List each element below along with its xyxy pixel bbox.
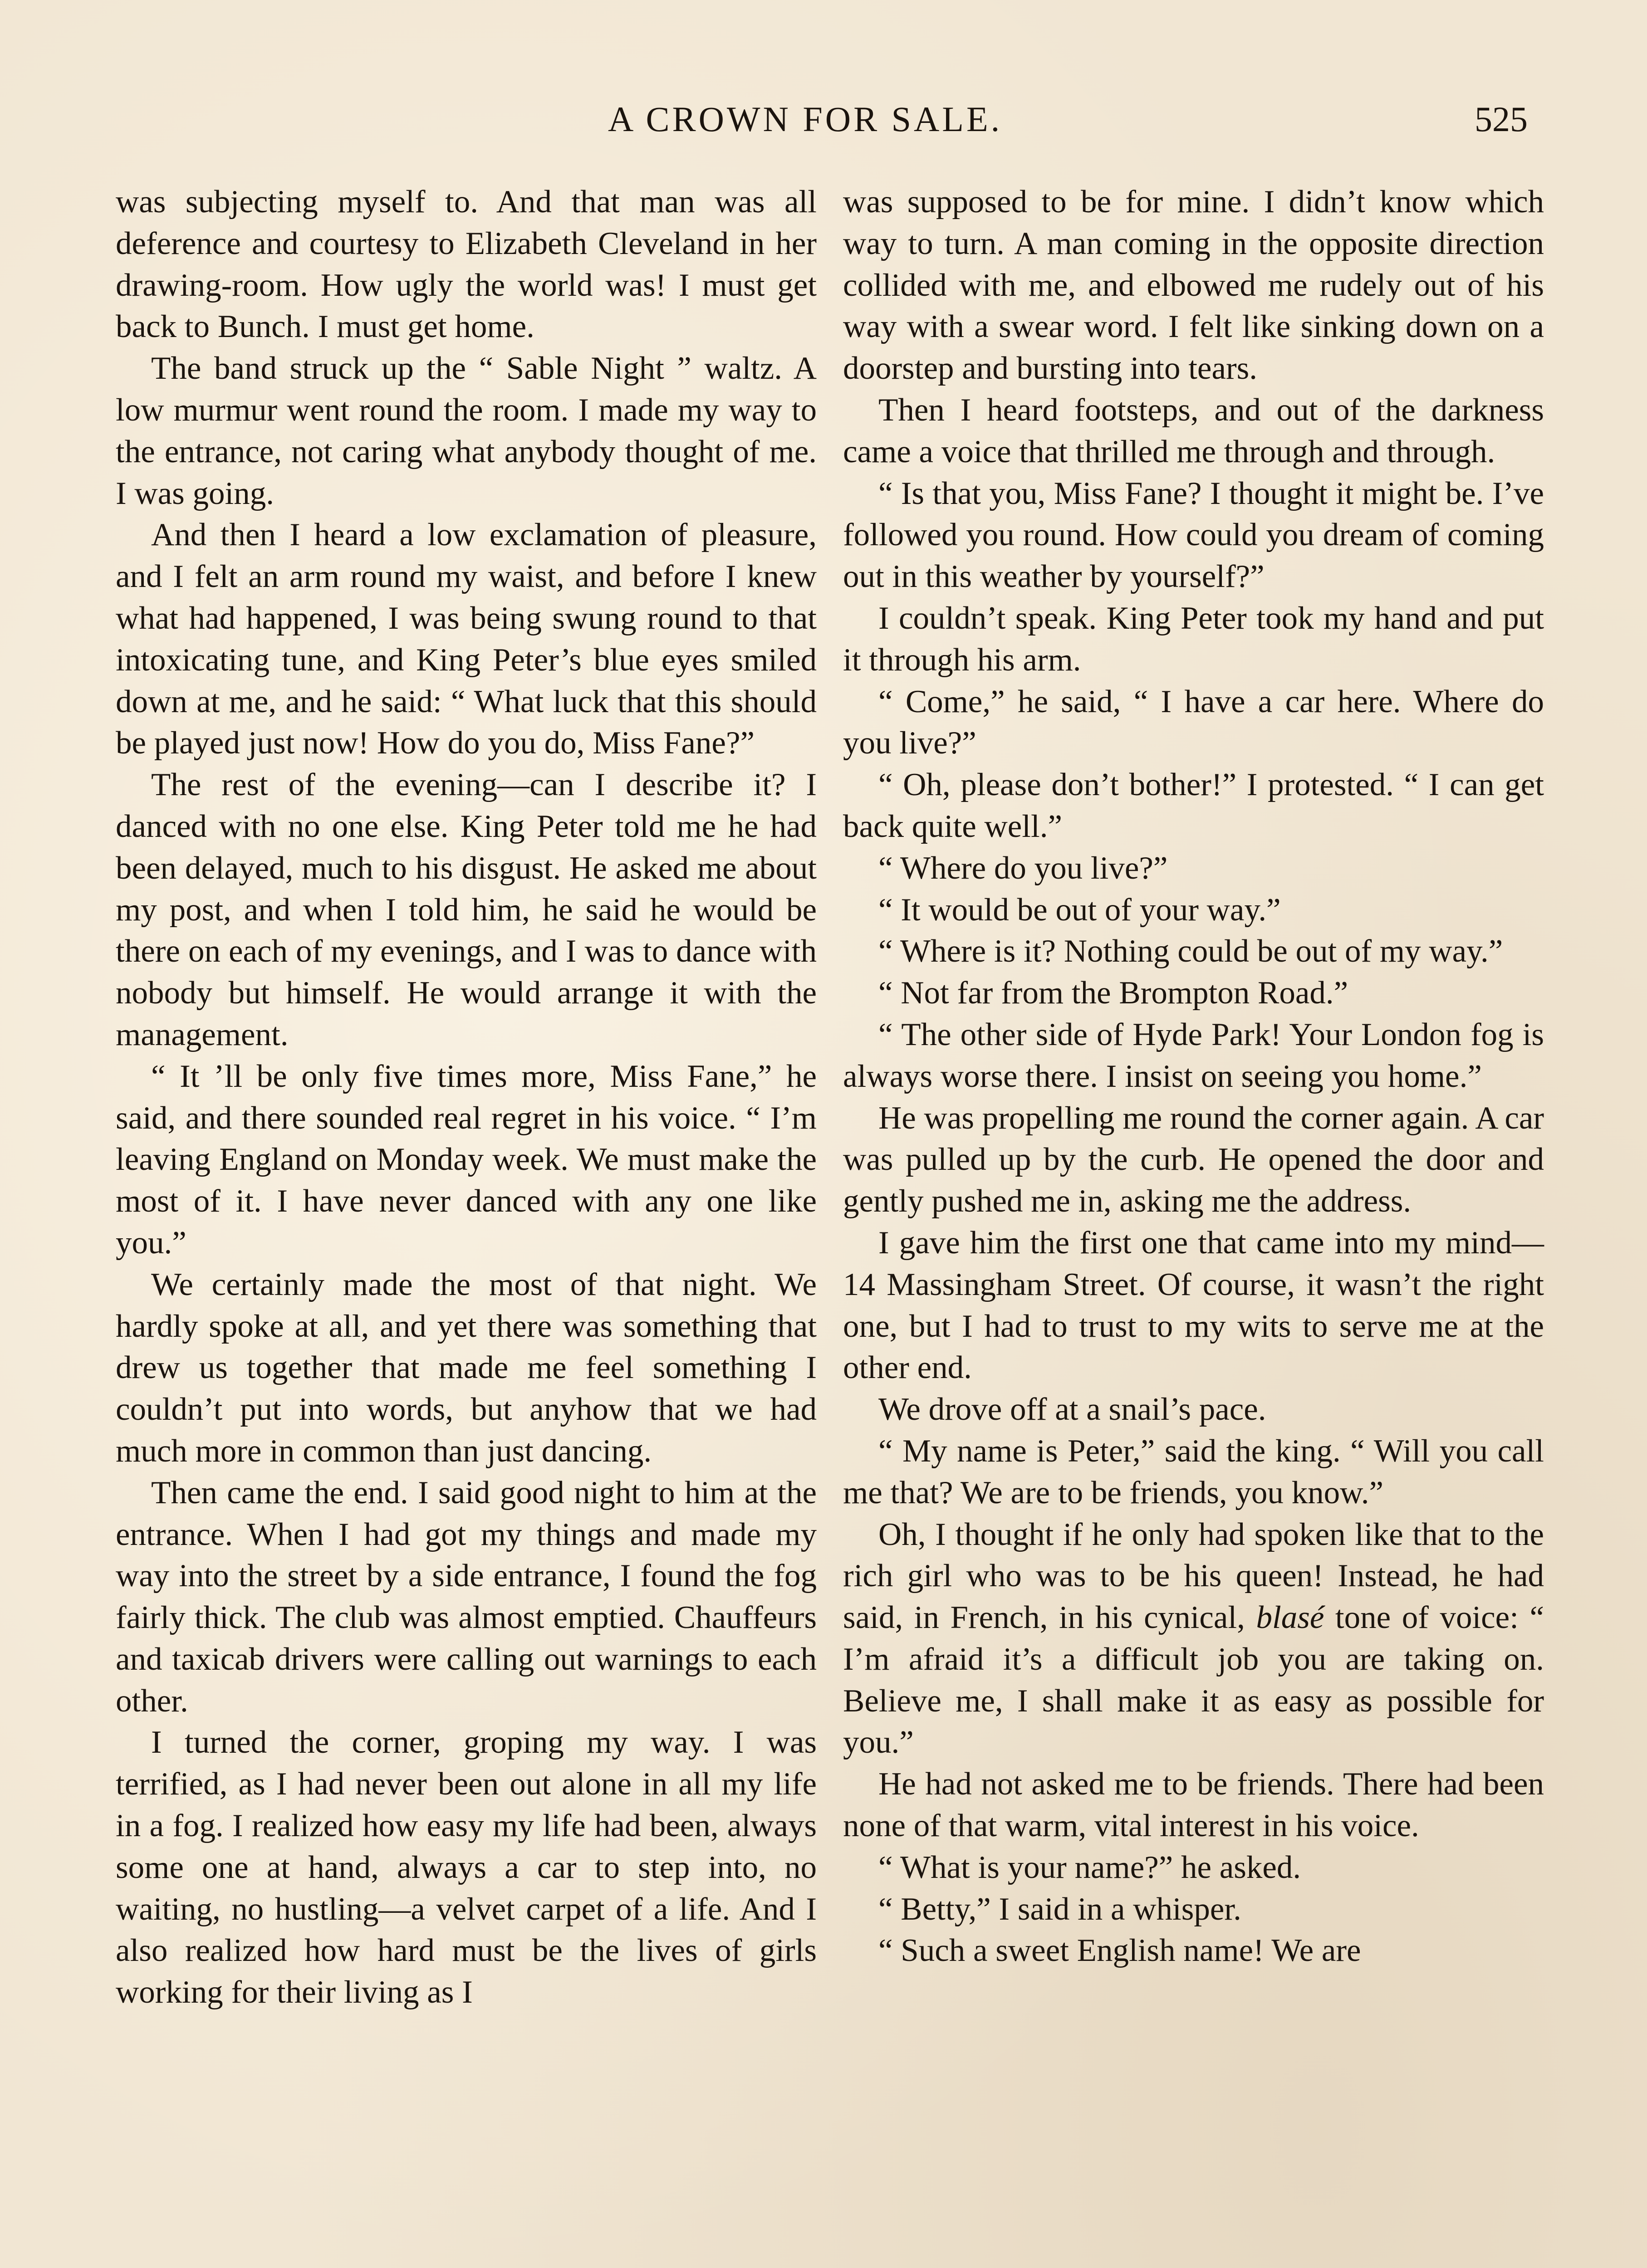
paragraph: “ Where do you live?”: [878, 850, 1168, 886]
left-text-column: [116, 181, 817, 2014]
paragraph: “ Not far from the Brompton Road.”: [878, 975, 1348, 1011]
paragraph: And then I heard a low exclamation of pleasure, and I felt an arm round my waist, and before I knew what had happened, I was being swung round to that intoxicating tune, and King Peter’s blue eyes smiled down at me, and he said: “ What luck that this should be played just now! How do you do, Miss Fane?”: [116, 517, 817, 761]
paragraph-text: tone of voice: “ I’m afraid it’s a difficult job you are taking on. Believe me, I shall make it as easy as possible for you.”: [843, 1600, 1544, 1760]
paragraph: I couldn’t speak. King Peter took my hand and put it through his arm.: [843, 600, 1544, 678]
paragraph: was subjecting myself to. And that man was all deference and courtesy to Elizabeth Cleveland in her drawing-room. How ugly the world was! I must get back to Bunch. I must get home.: [116, 184, 817, 345]
paragraph: “ My name is Peter,” said the king. “ Will you call me that? We are to be friends, you know.”: [843, 1433, 1544, 1510]
paragraph: “ What is your name?” he asked.: [878, 1849, 1301, 1885]
paragraph: “ Such a sweet English name! We are: [878, 1933, 1361, 1969]
paragraph: I turned the corner, groping my way. I was terrified, as I had never been out alone in all my life in a fog. I realized how easy my life had been, always some one at hand, always a car to step into, no waiting, no hustling—a velvet carpet of a life. And I also realized how hard must be the lives of girls working for their living as I: [116, 1725, 817, 2010]
paragraph: “ Is that you, Miss Fane? I thought it might be. I’ve followed you round. How could you dream of coming out in this weather by yourself?”: [843, 475, 1544, 595]
paragraph: The rest of the evening—can I describe it? I danced with no one else. King Peter told me he had been delayed, much to his disgust. He asked me about my post, and when I told him, he said he would be there on each of my evenings, and I was to dance with nobody but himself. He would arrange it with the management.: [116, 767, 817, 1052]
right-text-column: [843, 181, 1544, 1972]
paragraph: We certainly made the most of that night. We hardly spoke at all, and yet there was something that drew us together that made me feel something I couldn’t put into words, but anyhow that we had much more in common than just dancing.: [116, 1266, 817, 1469]
paragraph: [843, 1514, 1544, 1764]
paragraph: was supposed to be for mine. I didn’t know which way to turn. A man coming in the opposite direction collided with me, and elbowed me rudely out of his way with a swear word. I felt like sinking down on a doorstep and bursting into tears.: [843, 184, 1544, 386]
paragraph: “ The other side of Hyde Park! Your London fog is always worse there. I insist on seeing you home.”: [843, 1017, 1544, 1094]
italic-word: blasé: [1256, 1600, 1324, 1636]
paragraph: “ Where is it? Nothing could be out of my way.”: [878, 934, 1503, 969]
running-title: A CROWN FOR SALE.: [608, 99, 1003, 139]
paragraph: “ It ’ll be only five times more, Miss Fane,” he said, and there sounded real regret in his voice. “ I’m leaving England on Monday week. We must make the most of it. I have never danced with any one like you.”: [116, 1058, 817, 1261]
paragraph: He had not asked me to be friends. There had been none of that warm, vital interest in his voice.: [843, 1766, 1544, 1844]
page-number: 525: [1475, 99, 1528, 139]
paragraph: “ It would be out of your way.”: [878, 892, 1281, 928]
paragraph: Then I heard footsteps, and out of the darkness came a voice that thrilled me through and through.: [843, 392, 1544, 469]
paragraph: Then came the end. I said good night to him at the entrance. When I had got my things and made my way into the street by a side entrance, I found the fog fairly thick. The club was almost emptied. Chauffeurs and taxicab drivers were calling out warnings to each other.: [116, 1475, 817, 1719]
paragraph: “ Betty,” I said in a whisper.: [878, 1891, 1241, 1927]
paragraph-text: Oh, I thought if he only had spoken like that to the rich girl who was to be his queen! Instead, he had said, in French, in his cynical,: [843, 1516, 1544, 1636]
paragraph: We drove off at a snail’s pace.: [878, 1392, 1266, 1427]
paragraph: “ Oh, please don’t bother!” I protested. “ I can get back quite well.”: [843, 767, 1544, 844]
paragraph: I gave him the first one that came into my mind—14 Massingham Street. Of course, it wasn’t the right one, but I had to trust to my wits to serve me at the other end.: [843, 1225, 1544, 1386]
paragraph: He was propelling me round the corner again. A car was pulled up by the curb. He opened the door and gently pushed me in, asking me the address.: [843, 1100, 1544, 1219]
paragraph: The band struck up the “ Sable Night ” waltz. A low murmur went round the room. I made my way to the entrance, not caring what anybody thought of me. I was going.: [116, 351, 817, 511]
paragraph: “ Come,” he said, “ I have a car here. Where do you live?”: [843, 684, 1544, 761]
